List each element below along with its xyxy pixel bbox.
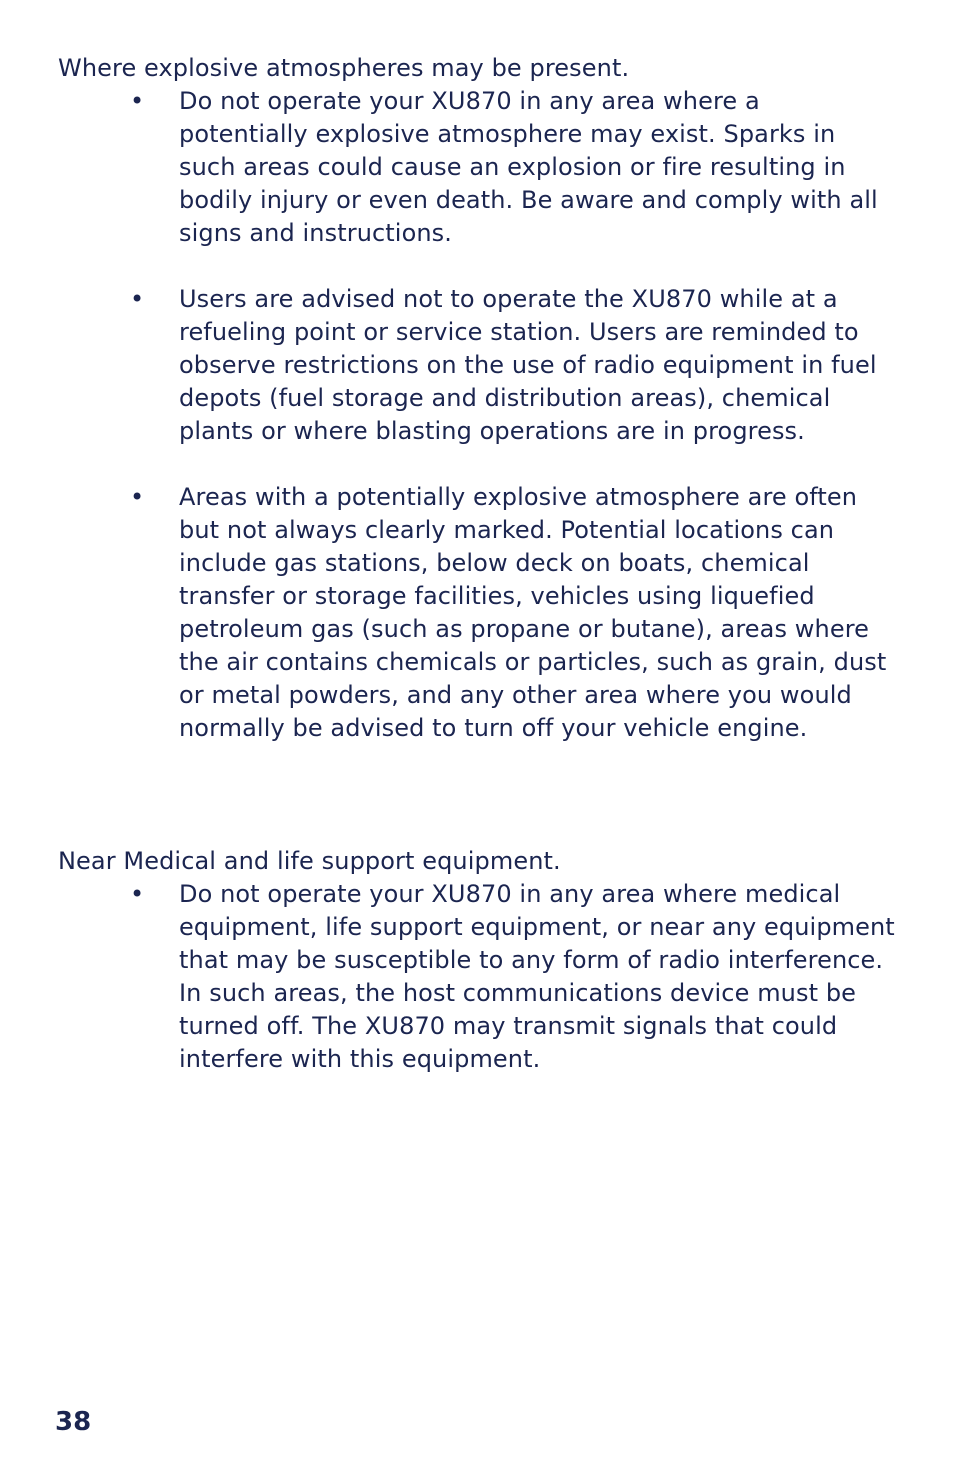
list-item <box>58 283 895 448</box>
bullet-icon: • <box>130 483 145 511</box>
bullet-text: Users are advised not to operate the XU870 while at a refueling point or service station. Users are reminded to observe restrictions on the use of radio equipment in fuel depots (fuel storage and distribution areas), chemical plants or where blasting operations are in progress. <box>179 285 877 445</box>
bullet-icon: • <box>130 880 145 908</box>
bullet-icon: • <box>130 285 145 313</box>
bullet-text: Do not operate your XU870 in any area where a potentially explosive atmosphere may exist. Sparks in such areas could cause an explosion or fire resulting in bodily injury or even death. Be aware and comply with all signs and instructions. <box>179 87 878 247</box>
page-number: 38 <box>55 1407 92 1437</box>
list-item <box>58 85 895 250</box>
bullet-list <box>58 85 908 745</box>
list-item <box>58 878 895 1076</box>
section-explosive-atmospheres <box>58 52 908 745</box>
section-medical-equipment <box>58 845 908 1076</box>
bullet-text: Do not operate your XU870 in any area where medical equipment, life support equipment, or near any equipment that may be susceptible to any form of radio interference. In such areas, the host communications device must be turned off. The XU870 may transmit signals that could interfere with this equipment. <box>179 880 895 1073</box>
bullet-text: Areas with a potentially explosive atmosphere are often but not always clearly marked. Potential locations can include gas stations, below deck on boats, chemical transfer or storage facilities, vehicles using liquefied petroleum gas (such as propane or butane), areas where the air contains chemicals or particles, such as grain, dust or metal powders, and any other area where you would normally be advised to turn off your vehicle engine. <box>179 483 887 742</box>
bullet-icon: • <box>130 87 145 115</box>
section-heading: Where explosive atmospheres may be present. <box>58 54 630 82</box>
list-item <box>58 481 895 745</box>
bullet-list <box>58 878 908 1076</box>
section-heading: Near Medical and life support equipment. <box>58 847 561 875</box>
